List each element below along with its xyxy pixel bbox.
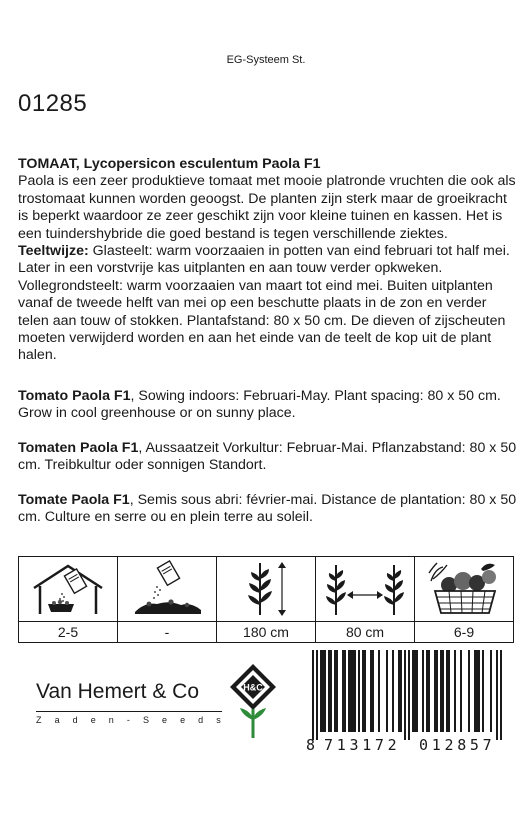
company-logo (34, 670, 282, 756)
tagline-char: s (216, 715, 222, 725)
harvest-basket-icon (421, 559, 507, 619)
tagline-char: n (108, 715, 116, 725)
english-description (18, 388, 518, 423)
brand-tagline (36, 715, 222, 725)
tagline-char: a (54, 715, 61, 725)
item-code: 01285 (18, 90, 88, 117)
ean-barcode (306, 650, 516, 754)
plant-spacing-cell (316, 557, 415, 622)
barcode-bars (306, 650, 516, 740)
french-description (18, 492, 518, 527)
harvest-basket-cell (415, 557, 514, 622)
german-text: , Aussaatzeit Vorkultur: Februar-Mai. Pflanzabstand: 80 x 50 cm. Treibkultur oder sonnigen Standort. (18, 440, 517, 474)
tagline-char: e (162, 715, 169, 725)
sowing-info-table (18, 556, 514, 643)
barcode-right-digits: 012857 (419, 736, 496, 754)
barcode-bar (500, 650, 502, 740)
eg-system-label: EG-Systeem St. (226, 54, 306, 66)
brand-name: Van Hemert & Co (36, 680, 200, 703)
dutch-description (18, 156, 518, 365)
french-name: Tomate Paola F1 (18, 492, 130, 508)
greenhouse-sowing-icon (26, 560, 110, 618)
tagline-char: Z (36, 715, 43, 725)
plant-spacing-icon (320, 559, 410, 619)
barcode-first-digit: 8 (306, 736, 316, 754)
barcode-left-digits: 713172 (324, 736, 401, 754)
plant-spacing-value: 80 cm (316, 622, 415, 643)
plant-height-icon (224, 559, 308, 619)
english-name: Tomato Paola F1 (18, 388, 131, 404)
teeltwijze-label: Teeltwijze: (18, 243, 89, 260)
harvest-months-value: 6-9 (415, 622, 514, 643)
greenhouse-sowing-cell (19, 557, 118, 622)
outdoor-sowing-cell (118, 557, 217, 622)
dutch-intro: Paola is een zeer produktieve tomaat met mooie platronde vruchten die ook als trostomaat kunnen worden geoogst. De planten zijn sterk maar de groeikracht is beperkt waardoor ze zeer geschikt zijn voor kleine tuinen en kassen. Het is een tuindershybride die goed bestand is tegen verschillende ziektes. (18, 173, 516, 242)
sowing-months-value: 2-5 (19, 622, 118, 643)
tagline-char: e (180, 715, 187, 725)
tagline-char: e (90, 715, 97, 725)
outdoor-sowing-icon (125, 560, 209, 618)
dutch-title: TOMAAT, Lycopersicon esculentum Paola F1 (18, 156, 321, 172)
german-description (18, 440, 518, 475)
dutch-cultivation: Glasteelt: warm voorzaaien in potten van eind februari tot half mei. Later in een vorstvrije kas uitplanten en aan touw verder opkweken. Vollegrondsteelt: warm voorzaaien van maart tot eind mei. Buiten uitplanten vanaf de tweede helft van mei op een beschutte plaats in de zon en verder telen aan touw of stokken. Plantafstand: 80 x 50 cm. De dieven of zijscheuten moeten verwijderd worden en aan het einde van de teelt de kop uit de plant halen. (18, 243, 510, 364)
french-text: , Semis sous abri: février-mai. Distance de plantation: 80 x 50 cm. Culture en serre ou en plein terre au soleil. (18, 492, 517, 526)
brand-underline (36, 711, 222, 712)
german-name: Tomaten Paola F1 (18, 440, 139, 456)
english-text: , Sowing indoors: Februari-May. Plant spacing: 80 x 50 cm. Grow in cool greenhouse or on sunny place. (18, 388, 501, 422)
tagline-char: - (126, 715, 132, 725)
plant-height-cell (217, 557, 316, 622)
outdoor-sowing-value: - (118, 622, 217, 643)
tagline-char: d (72, 715, 79, 725)
tagline-char: S (142, 715, 151, 725)
plant-height-value: 180 cm (217, 622, 316, 643)
diamond-emblem-icon (228, 662, 278, 740)
svg-text:H&C: H&C (243, 682, 263, 693)
tagline-char: d (198, 715, 205, 725)
